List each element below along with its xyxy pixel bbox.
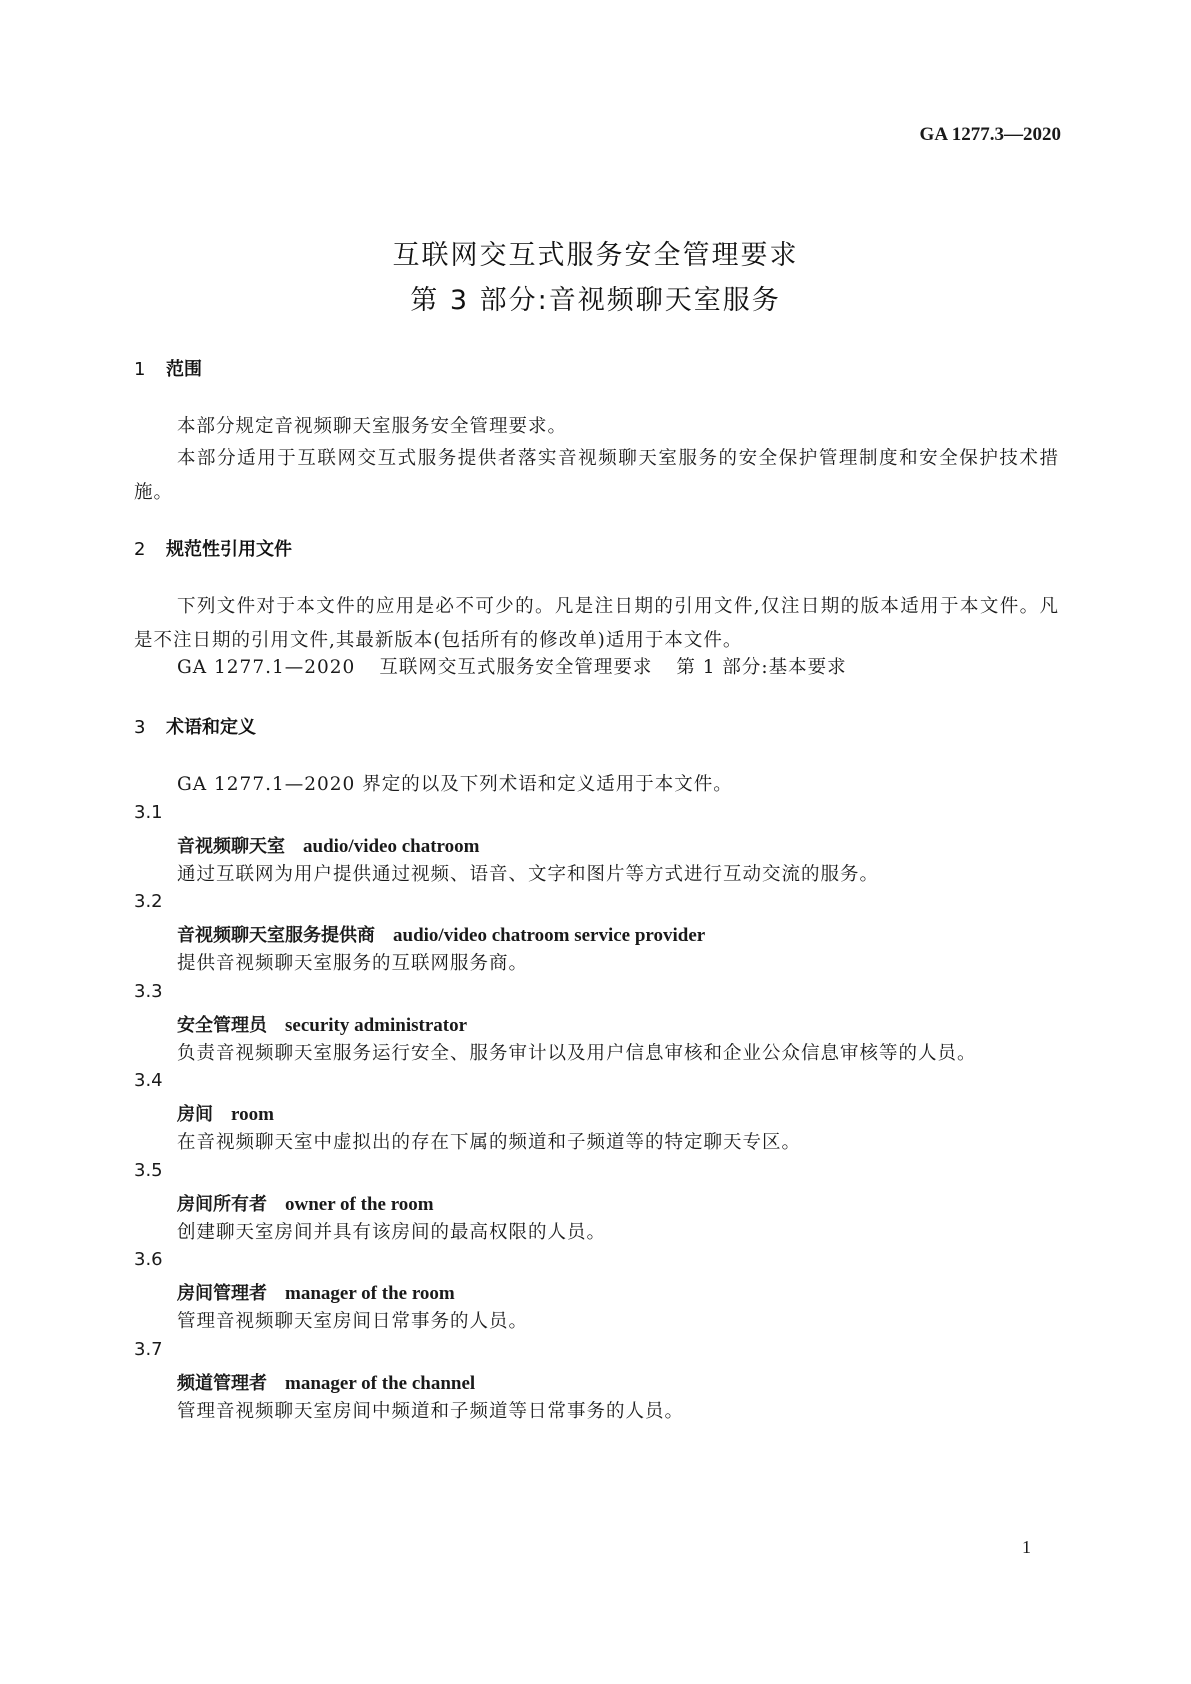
section-number: 3 [134, 717, 146, 738]
section-heading-scope [134, 355, 202, 381]
section-title: 术语和定义 [166, 717, 256, 738]
page-number: 1 [1022, 1537, 1031, 1557]
term-definition: 通过互联网为用户提供通过视频、语音、文字和图片等方式进行互动交流的服务。 [177, 864, 880, 885]
term-en: owner of the room [285, 1194, 434, 1215]
term-zh: 房间所有者 [177, 1194, 267, 1215]
term-entry [177, 921, 705, 947]
term-entry [177, 1190, 434, 1216]
term-entry [177, 832, 479, 858]
term-definition: 管理音视频聊天室房间中频道和子频道等日常事务的人员。 [177, 1401, 685, 1422]
term-en: manager of the channel [285, 1373, 476, 1394]
term-zh: 音视频聊天室服务提供商 [177, 925, 375, 946]
paragraph: 本部分适用于互联网交互式服务提供者落实音视频聊天室服务的安全保护管理制度和安全保护技术措施。 [134, 448, 1059, 503]
term-zh: 房间 [177, 1104, 213, 1125]
term-definition: 提供音视频聊天室服务的互联网服务商。 [177, 953, 529, 974]
term-definition: 负责音视频聊天室服务运行安全、服务审计以及用户信息审核和企业公众信息审核等的人员。 [177, 1043, 977, 1064]
term-en: security administrator [285, 1015, 468, 1036]
section-number: 2 [134, 539, 146, 560]
paragraph: 下列文件对于本文件的应用是必不可少的。凡是注日期的引用文件,仅注日期的版本适用于本文件。凡是不注日期的引用文件,其最新版本(包括所有的修改单)适用于本文件。 [134, 596, 1059, 651]
reference-title: 互联网交互式服务安全管理要求 [379, 657, 653, 678]
term-number: 3.4 [134, 1070, 163, 1091]
term-zh: 安全管理员 [177, 1015, 267, 1036]
term-en: room [231, 1104, 274, 1125]
term-en: manager of the room [285, 1283, 455, 1304]
term-en: audio/video chatroom [303, 836, 480, 857]
document-number: GA 1277.3—2020 [919, 124, 1061, 145]
section-number: 1 [134, 359, 146, 380]
term-entry [177, 1369, 475, 1395]
term-number: 3.6 [134, 1249, 163, 1270]
term-entry [177, 1100, 274, 1126]
term-definition: 创建聊天室房间并具有该房间的最高权限的人员。 [177, 1222, 607, 1243]
term-zh: 频道管理者 [177, 1373, 267, 1394]
term-entry [177, 1011, 467, 1037]
section-title: 范围 [166, 359, 202, 380]
term-number: 3.5 [134, 1160, 163, 1181]
term-zh: 房间管理者 [177, 1283, 267, 1304]
reference-part: 第 1 部分:基本要求 [676, 657, 847, 678]
reference-code: GA 1277.1—2020 [177, 657, 356, 678]
term-number: 3.1 [134, 802, 163, 823]
section-heading-normative-references [134, 535, 292, 561]
section-title: 规范性引用文件 [166, 539, 292, 560]
term-zh: 音视频聊天室 [177, 836, 285, 857]
paragraph: 本部分规定音视频聊天室服务安全管理要求。 [177, 416, 568, 437]
term-number: 3.7 [134, 1339, 163, 1360]
term-definition: 在音视频聊天室中虚拟出的存在下属的频道和子频道等的特定聊天专区。 [177, 1132, 802, 1153]
document-title: 互联网交互式服务安全管理要求 [392, 240, 799, 271]
document-subtitle: 第 3 部分:音视频聊天室服务 [410, 285, 781, 316]
reference-entry [177, 653, 847, 679]
term-number: 3.3 [134, 981, 163, 1002]
term-entry [177, 1279, 455, 1305]
term-number: 3.2 [134, 891, 163, 912]
paragraph: GA 1277.1—2020 界定的以及下列术语和定义适用于本文件。 [177, 774, 733, 795]
section-heading-terms-definitions [134, 713, 256, 739]
term-en: audio/video chatroom service provider [393, 925, 706, 946]
term-definition: 管理音视频聊天室房间日常事务的人员。 [177, 1311, 529, 1332]
